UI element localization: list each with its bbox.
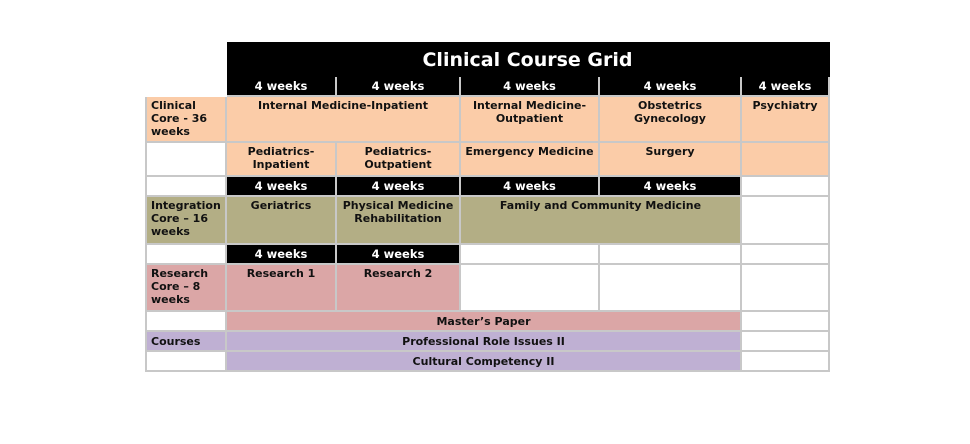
section-label-research-core: Research Core – 8 weeks xyxy=(146,264,226,311)
blank-cell xyxy=(146,244,226,264)
course-psychiatry: Psychiatry xyxy=(741,96,829,142)
course-physical-medicine-rehabilitation: Physical Medicine Rehabilitation xyxy=(336,196,460,244)
weeks-header: 4 weeks xyxy=(226,176,336,196)
blank-cell xyxy=(460,264,599,311)
course-research-2: Research 2 xyxy=(336,264,460,311)
course-research-1: Research 1 xyxy=(226,264,336,311)
weeks-header: 4 weeks xyxy=(226,244,336,264)
course-surgery: Surgery xyxy=(599,142,741,176)
blank-cell xyxy=(741,196,829,244)
course-emergency-medicine: Emergency Medicine xyxy=(460,142,599,176)
weeks-header: 4 weeks xyxy=(460,76,599,96)
blank-cell xyxy=(741,311,829,331)
course-internal-medicine-outpatient: Internal Medicine-Outpatient xyxy=(460,96,599,142)
weeks-header: 4 weeks xyxy=(336,176,460,196)
weeks-header: 4 weeks xyxy=(226,76,336,96)
clinical-course-grid xyxy=(145,42,830,372)
blank-cell xyxy=(460,244,599,264)
blank-cell xyxy=(741,142,829,176)
course-pediatrics-inpatient: Pediatrics-Inpatient xyxy=(226,142,336,176)
blank-cell xyxy=(146,176,226,196)
blank-cell xyxy=(741,331,829,351)
corner-blank xyxy=(146,43,226,76)
course-masters-paper: Master’s Paper xyxy=(226,311,741,331)
blank-cell xyxy=(599,264,741,311)
weeks-header: 4 weeks xyxy=(336,76,460,96)
blank-cell xyxy=(741,264,829,311)
section-label-integration-core: Integration Core – 16 weeks xyxy=(146,196,226,244)
weeks-header: 4 weeks xyxy=(599,176,741,196)
blank-cell xyxy=(599,244,741,264)
course-obstetrics-gynecology: Obstetrics Gynecology xyxy=(599,96,741,142)
section-label-clinical-core: Clinical Core - 36 weeks xyxy=(146,96,226,142)
course-professional-role-issues: Professional Role Issues II xyxy=(226,331,741,351)
course-family-community-medicine: Family and Community Medicine xyxy=(460,196,741,244)
weeks-header: 4 weeks xyxy=(336,244,460,264)
grid-title: Clinical Course Grid xyxy=(226,43,829,76)
blank-cell xyxy=(741,176,829,196)
course-geriatrics: Geriatrics xyxy=(226,196,336,244)
blank-cell xyxy=(146,142,226,176)
blank-cell xyxy=(146,351,226,371)
weeks-header: 4 weeks xyxy=(460,176,599,196)
weeks-header: 4 weeks xyxy=(741,76,829,96)
weeks-header: 4 weeks xyxy=(599,76,741,96)
blank-cell xyxy=(741,244,829,264)
course-pediatrics-outpatient: Pediatrics-Outpatient xyxy=(336,142,460,176)
course-cultural-competency: Cultural Competency II xyxy=(226,351,741,371)
blank-cell xyxy=(146,311,226,331)
blank-cell xyxy=(146,76,226,96)
blank-cell xyxy=(741,351,829,371)
section-label-courses: Courses xyxy=(146,331,226,351)
course-internal-medicine-inpatient: Internal Medicine-Inpatient xyxy=(226,96,460,142)
